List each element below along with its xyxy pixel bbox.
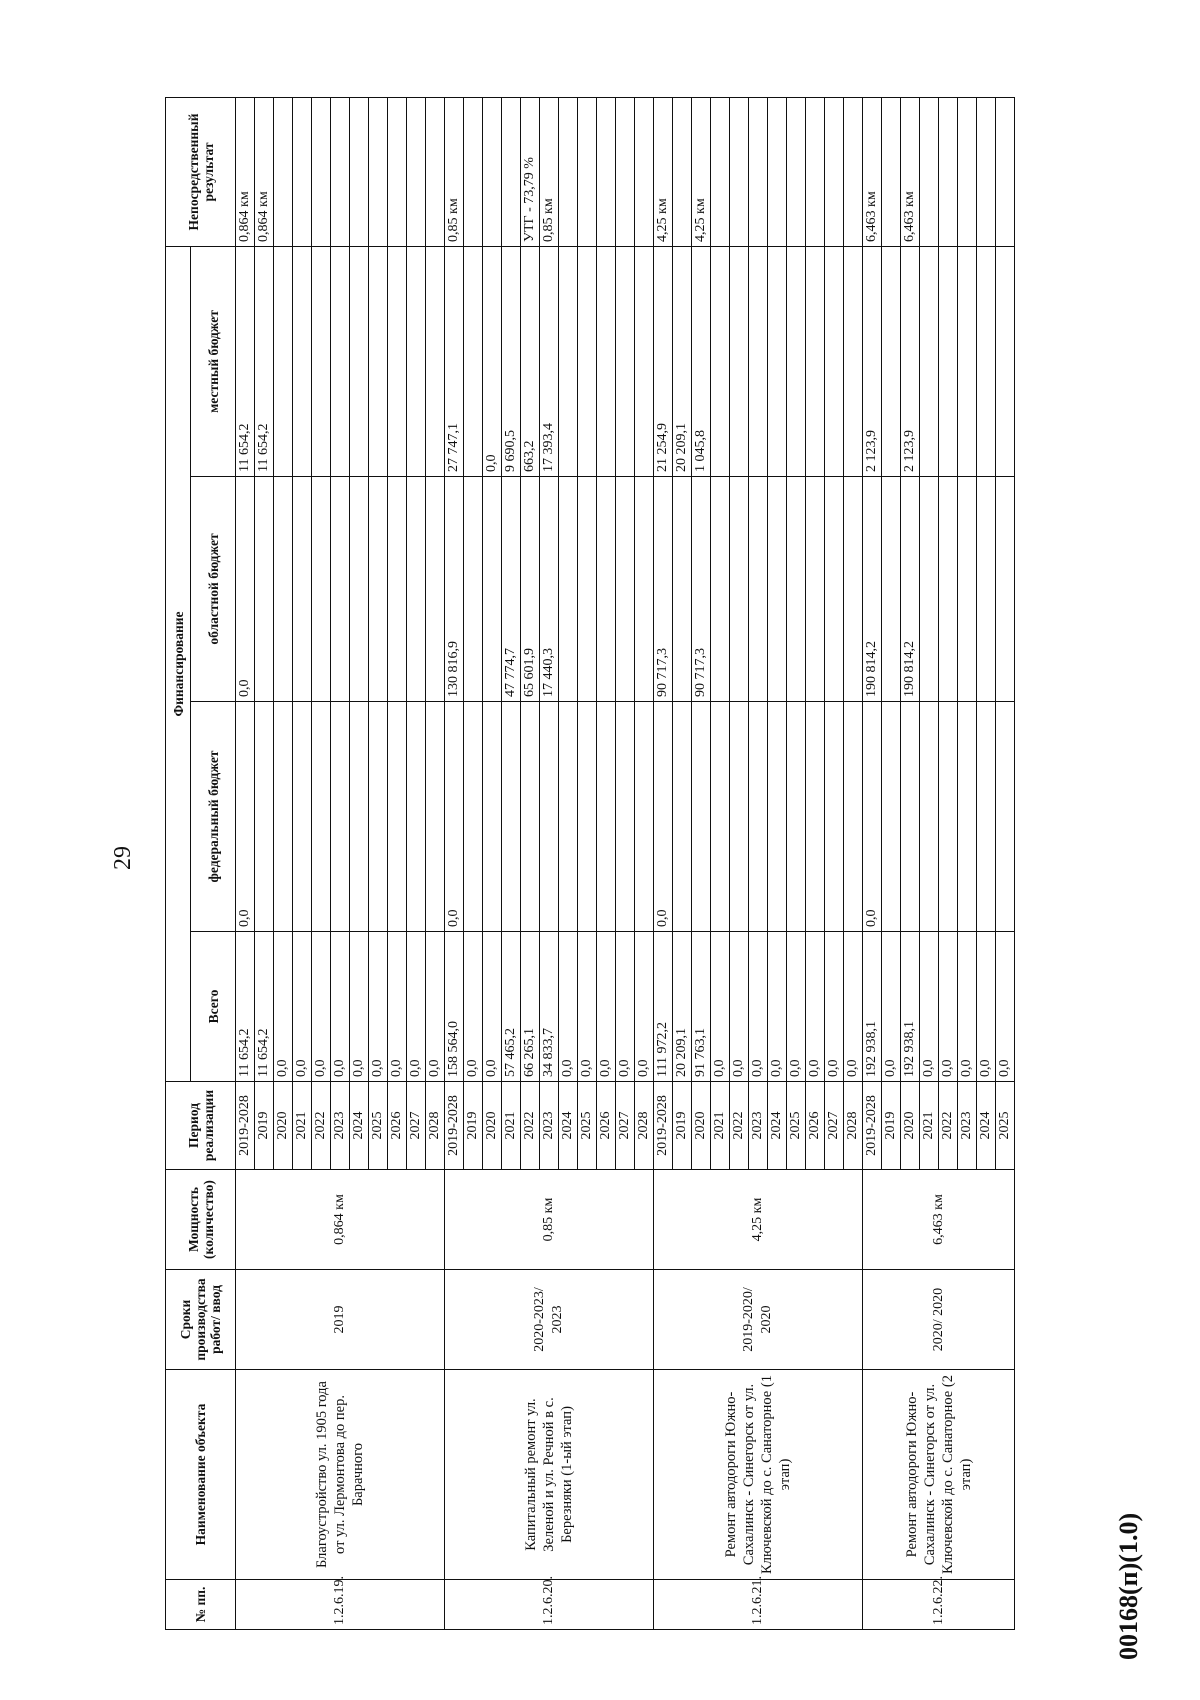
period-cell: 2027	[407, 1082, 426, 1170]
total-cell: 66 265,1	[521, 932, 540, 1082]
header-regional: областной бюджет	[191, 477, 236, 702]
total-cell: 0,0	[293, 932, 312, 1082]
local-cell	[388, 246, 407, 476]
total-cell: 0,0	[407, 932, 426, 1082]
total-cell: 0,0	[882, 932, 901, 1082]
result-cell	[369, 97, 388, 246]
period-cell: 2021	[920, 1082, 939, 1170]
regional-cell	[730, 477, 749, 702]
regional-cell	[787, 477, 806, 702]
federal-cell	[635, 702, 654, 932]
local-cell	[274, 246, 293, 476]
local-cell: 9 690,5	[502, 246, 521, 476]
local-cell	[787, 246, 806, 476]
local-cell	[331, 246, 350, 476]
total-cell: 0,0	[825, 932, 844, 1082]
total-cell: 0,0	[977, 932, 996, 1082]
total-cell: 0,0	[920, 932, 939, 1082]
total-cell: 0,0	[350, 932, 369, 1082]
federal-cell	[350, 702, 369, 932]
regional-cell	[749, 477, 768, 702]
result-cell	[920, 97, 939, 246]
local-cell: 21 254,9	[654, 246, 673, 476]
period-cell: 2022	[521, 1082, 540, 1170]
regional-cell	[920, 477, 939, 702]
result-cell	[293, 97, 312, 246]
regional-cell	[559, 477, 578, 702]
result-cell: 0,85 км	[540, 97, 559, 246]
period-cell: 2020	[901, 1082, 920, 1170]
table-row	[236, 97, 255, 1629]
local-cell: 17 393,4	[540, 246, 559, 476]
result-cell	[825, 97, 844, 246]
period-cell: 2024	[977, 1082, 996, 1170]
period-cell: 2026	[597, 1082, 616, 1170]
period-cell: 2023	[958, 1082, 977, 1170]
header-local: местный бюджет	[191, 246, 236, 476]
regional-cell: 190 814,2	[863, 477, 882, 702]
local-cell	[635, 246, 654, 476]
regional-cell	[293, 477, 312, 702]
period-cell: 2019-2028	[236, 1082, 255, 1170]
total-cell: 20 209,1	[673, 932, 692, 1082]
header-terms: Сроки производства работ/ ввод	[166, 1270, 236, 1370]
header-financing: Финансирование	[166, 246, 191, 1081]
header-name: Наименование объекта	[166, 1370, 236, 1580]
period-cell: 2026	[806, 1082, 825, 1170]
local-cell	[293, 246, 312, 476]
object-number: 1.2.6.20.	[445, 1580, 654, 1630]
result-cell	[407, 97, 426, 246]
period-cell: 2019	[673, 1082, 692, 1170]
local-cell: 20 209,1	[673, 246, 692, 476]
total-cell: 0,0	[730, 932, 749, 1082]
period-cell: 2027	[825, 1082, 844, 1170]
federal-cell: 0,0	[863, 702, 882, 932]
local-cell: 2 123,9	[863, 246, 882, 476]
period-cell: 2021	[293, 1082, 312, 1170]
period-cell: 2021	[502, 1082, 521, 1170]
total-cell: 0,0	[616, 932, 635, 1082]
period-cell: 2021	[711, 1082, 730, 1170]
regional-cell	[635, 477, 654, 702]
local-cell	[407, 246, 426, 476]
federal-cell	[730, 702, 749, 932]
result-cell	[749, 97, 768, 246]
result-cell	[768, 97, 787, 246]
object-name: Капитальный ремонт ул. Зеленой и ул. Речной в с. Березняки (1-ый этап)	[445, 1370, 654, 1580]
total-cell: 11 654,2	[255, 932, 274, 1082]
federal-cell	[749, 702, 768, 932]
period-cell: 2026	[388, 1082, 407, 1170]
document-code: 00168(п)(1.0)	[1114, 1512, 1143, 1660]
regional-cell: 90 717,3	[654, 477, 673, 702]
period-cell: 2025	[369, 1082, 388, 1170]
federal-cell	[274, 702, 293, 932]
header-num: № пп.	[166, 1580, 236, 1630]
federal-cell: 0,0	[236, 702, 255, 932]
total-cell: 0,0	[331, 932, 350, 1082]
federal-cell	[768, 702, 787, 932]
period-cell: 2019	[255, 1082, 274, 1170]
local-cell	[559, 246, 578, 476]
local-cell	[350, 246, 369, 476]
result-cell: 0,864 км	[255, 97, 274, 246]
regional-cell	[711, 477, 730, 702]
result-cell	[958, 97, 977, 246]
local-cell	[426, 246, 445, 476]
period-cell: 2028	[426, 1082, 445, 1170]
local-cell	[806, 246, 825, 476]
object-capacity: 6,463 км	[863, 1170, 1015, 1270]
table-row	[445, 97, 464, 1629]
header-period: Период реализации	[166, 1082, 236, 1170]
object-capacity: 0,864 км	[236, 1170, 445, 1270]
table-body	[236, 97, 1015, 1629]
local-cell: 663,2	[521, 246, 540, 476]
total-cell: 111 972,2	[654, 932, 673, 1082]
period-cell: 2024	[768, 1082, 787, 1170]
period-cell: 2019-2028	[863, 1082, 882, 1170]
federal-cell	[597, 702, 616, 932]
federal-cell	[939, 702, 958, 932]
result-cell	[806, 97, 825, 246]
regional-cell	[578, 477, 597, 702]
regional-cell	[350, 477, 369, 702]
regional-cell	[806, 477, 825, 702]
total-cell: 192 938,1	[901, 932, 920, 1082]
result-cell	[597, 97, 616, 246]
total-cell: 158 564,0	[445, 932, 464, 1082]
result-cell	[559, 97, 578, 246]
period-cell: 2022	[730, 1082, 749, 1170]
local-cell: 0,0	[483, 246, 502, 476]
period-cell: 2023	[331, 1082, 350, 1170]
period-cell: 2025	[787, 1082, 806, 1170]
local-cell	[958, 246, 977, 476]
regional-cell	[331, 477, 350, 702]
period-cell: 2020	[483, 1082, 502, 1170]
period-cell: 2027	[616, 1082, 635, 1170]
period-cell: 2025	[578, 1082, 597, 1170]
federal-cell	[996, 702, 1015, 932]
regional-cell	[312, 477, 331, 702]
federal-cell	[692, 702, 711, 932]
total-cell: 0,0	[312, 932, 331, 1082]
regional-cell	[844, 477, 863, 702]
total-cell: 34 833,7	[540, 932, 559, 1082]
federal-cell	[502, 702, 521, 932]
period-cell: 2019-2028	[654, 1082, 673, 1170]
federal-cell	[844, 702, 863, 932]
period-cell: 2022	[312, 1082, 331, 1170]
regional-cell	[369, 477, 388, 702]
result-cell	[426, 97, 445, 246]
result-cell: 6,463 км	[901, 97, 920, 246]
total-cell: 0,0	[464, 932, 483, 1082]
regional-cell	[464, 477, 483, 702]
federal-cell	[673, 702, 692, 932]
regional-cell	[426, 477, 445, 702]
result-cell	[274, 97, 293, 246]
local-cell	[369, 246, 388, 476]
federal-cell	[578, 702, 597, 932]
result-cell: 0,85 км	[445, 97, 464, 246]
period-cell: 2022	[939, 1082, 958, 1170]
federal-cell	[920, 702, 939, 932]
regional-cell	[882, 477, 901, 702]
total-cell: 192 938,1	[863, 932, 882, 1082]
local-cell	[616, 246, 635, 476]
federal-cell	[312, 702, 331, 932]
local-cell	[768, 246, 787, 476]
period-cell: 2028	[635, 1082, 654, 1170]
regional-cell: 47 774,7	[502, 477, 521, 702]
result-cell: 4,25 км	[654, 97, 673, 246]
federal-cell	[407, 702, 426, 932]
regional-cell	[825, 477, 844, 702]
federal-cell	[483, 702, 502, 932]
regional-cell: 190 814,2	[901, 477, 920, 702]
period-cell: 2023	[749, 1082, 768, 1170]
period-cell: 2020	[274, 1082, 293, 1170]
result-cell	[388, 97, 407, 246]
header-federal: федеральный бюджет	[191, 702, 236, 932]
local-cell	[749, 246, 768, 476]
object-terms: 2019	[236, 1270, 445, 1370]
financing-table	[165, 97, 1015, 1630]
federal-cell	[293, 702, 312, 932]
result-cell	[331, 97, 350, 246]
total-cell: 0,0	[787, 932, 806, 1082]
federal-cell	[388, 702, 407, 932]
local-cell	[882, 246, 901, 476]
regional-cell	[274, 477, 293, 702]
local-cell	[977, 246, 996, 476]
total-cell: 57 465,2	[502, 932, 521, 1082]
result-cell	[502, 97, 521, 246]
result-cell	[939, 97, 958, 246]
object-name: Ремонт автодороги Южно-Сахалинск - Синегорск от ул. Ключевской до с. Санаторное (1 этап)	[654, 1370, 863, 1580]
federal-cell	[787, 702, 806, 932]
table-row	[654, 97, 673, 1629]
object-number: 1.2.6.19.	[236, 1580, 445, 1630]
total-cell: 0,0	[274, 932, 293, 1082]
federal-cell	[825, 702, 844, 932]
local-cell: 27 747,1	[445, 246, 464, 476]
result-cell	[464, 97, 483, 246]
result-cell	[882, 97, 901, 246]
object-name: Ремонт автодороги Южно-Сахалинск - Синегорск от ул. Ключевской до с. Санаторное (2 этап)	[863, 1370, 1015, 1580]
regional-cell	[597, 477, 616, 702]
total-cell: 0,0	[388, 932, 407, 1082]
federal-cell	[426, 702, 445, 932]
federal-cell	[369, 702, 388, 932]
local-cell	[312, 246, 331, 476]
period-cell: 2025	[996, 1082, 1015, 1170]
federal-cell	[521, 702, 540, 932]
federal-cell	[464, 702, 483, 932]
period-cell: 2019	[464, 1082, 483, 1170]
federal-cell	[331, 702, 350, 932]
local-cell	[711, 246, 730, 476]
total-cell: 0,0	[711, 932, 730, 1082]
local-cell	[939, 246, 958, 476]
period-cell: 2023	[540, 1082, 559, 1170]
federal-cell	[711, 702, 730, 932]
regional-cell	[388, 477, 407, 702]
object-capacity: 4,25 км	[654, 1170, 863, 1270]
regional-cell	[673, 477, 692, 702]
regional-cell	[977, 477, 996, 702]
result-cell	[787, 97, 806, 246]
total-cell: 0,0	[939, 932, 958, 1082]
federal-cell	[901, 702, 920, 932]
regional-cell	[255, 477, 274, 702]
result-cell	[616, 97, 635, 246]
object-terms: 2020-2023/ 2023	[445, 1270, 654, 1370]
local-cell	[844, 246, 863, 476]
federal-cell	[882, 702, 901, 932]
local-cell	[920, 246, 939, 476]
result-cell	[350, 97, 369, 246]
total-cell: 11 654,2	[236, 932, 255, 1082]
result-cell: 4,25 км	[692, 97, 711, 246]
total-cell: 0,0	[806, 932, 825, 1082]
total-cell: 0,0	[768, 932, 787, 1082]
local-cell	[825, 246, 844, 476]
object-name: Благоустройство ул. 1905 года от ул. Лермонтова до пер. Барачного	[236, 1370, 445, 1580]
table-row	[863, 97, 882, 1629]
total-cell: 91 763,1	[692, 932, 711, 1082]
local-cell	[730, 246, 749, 476]
result-cell	[673, 97, 692, 246]
total-cell: 0,0	[749, 932, 768, 1082]
object-capacity: 0,85 км	[445, 1170, 654, 1270]
result-cell	[578, 97, 597, 246]
object-terms: 2019-2020/ 2020	[654, 1270, 863, 1370]
regional-cell: 130 816,9	[445, 477, 464, 702]
header-result: Непосредственный результат	[166, 97, 236, 246]
federal-cell	[559, 702, 578, 932]
total-cell: 0,0	[578, 932, 597, 1082]
result-cell	[312, 97, 331, 246]
local-cell: 11 654,2	[236, 246, 255, 476]
result-cell	[483, 97, 502, 246]
local-cell	[597, 246, 616, 476]
federal-cell	[977, 702, 996, 932]
regional-cell: 90 717,3	[692, 477, 711, 702]
regional-cell: 65 601,9	[521, 477, 540, 702]
federal-cell	[806, 702, 825, 932]
total-cell: 0,0	[958, 932, 977, 1082]
federal-cell	[616, 702, 635, 932]
federal-cell	[540, 702, 559, 932]
period-cell: 2019	[882, 1082, 901, 1170]
result-cell	[844, 97, 863, 246]
result-cell	[730, 97, 749, 246]
federal-cell: 0,0	[654, 702, 673, 932]
local-cell: 1 045,8	[692, 246, 711, 476]
total-cell: 0,0	[483, 932, 502, 1082]
regional-cell: 17 440,3	[540, 477, 559, 702]
total-cell: 0,0	[844, 932, 863, 1082]
regional-cell	[996, 477, 1015, 702]
regional-cell	[483, 477, 502, 702]
local-cell: 2 123,9	[901, 246, 920, 476]
result-cell: 6,463 км	[863, 97, 882, 246]
local-cell	[464, 246, 483, 476]
total-cell: 0,0	[369, 932, 388, 1082]
result-cell	[977, 97, 996, 246]
result-cell	[635, 97, 654, 246]
result-cell	[711, 97, 730, 246]
result-cell: УТГ - 73,79 %	[521, 97, 540, 246]
object-number: 1.2.6.21.	[654, 1580, 863, 1630]
federal-cell: 0,0	[445, 702, 464, 932]
object-number: 1.2.6.22.	[863, 1580, 1015, 1630]
local-cell: 11 654,2	[255, 246, 274, 476]
header-capacity: Мощность (количество)	[166, 1170, 236, 1270]
header-total: Всего	[191, 932, 236, 1082]
period-cell: 2028	[844, 1082, 863, 1170]
total-cell: 0,0	[635, 932, 654, 1082]
total-cell: 0,0	[597, 932, 616, 1082]
period-cell: 2024	[350, 1082, 369, 1170]
federal-cell	[958, 702, 977, 932]
period-cell: 2024	[559, 1082, 578, 1170]
page-number: 29	[110, 846, 136, 870]
object-terms: 2020/ 2020	[863, 1270, 1015, 1370]
regional-cell	[939, 477, 958, 702]
period-cell: 2019-2028	[445, 1082, 464, 1170]
regional-cell	[616, 477, 635, 702]
regional-cell	[768, 477, 787, 702]
total-cell: 0,0	[996, 932, 1015, 1082]
local-cell	[996, 246, 1015, 476]
regional-cell: 0,0	[236, 477, 255, 702]
result-cell: 0,864 км	[236, 97, 255, 246]
total-cell: 0,0	[559, 932, 578, 1082]
regional-cell	[958, 477, 977, 702]
regional-cell	[407, 477, 426, 702]
result-cell	[996, 97, 1015, 246]
period-cell: 2020	[692, 1082, 711, 1170]
total-cell: 0,0	[426, 932, 445, 1082]
federal-cell	[255, 702, 274, 932]
local-cell	[578, 246, 597, 476]
